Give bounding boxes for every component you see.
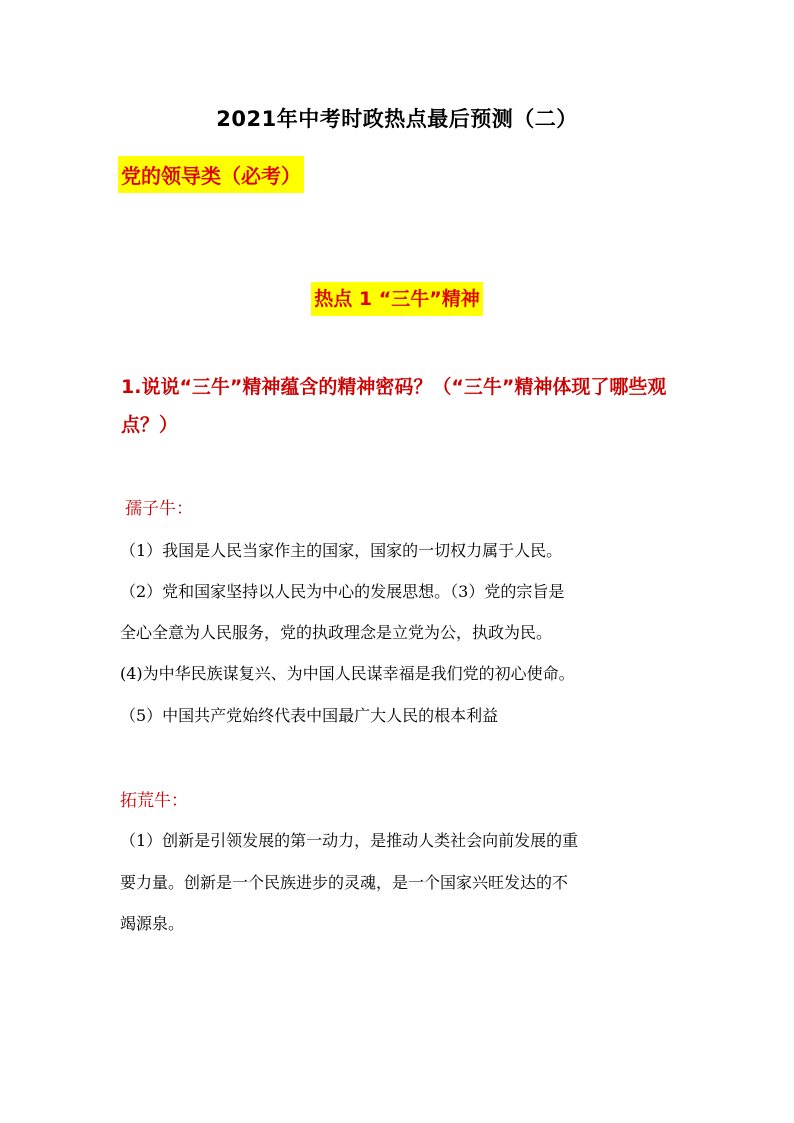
hotspot-heading-wrapper [0,284,794,311]
body-line: （5）中国共产党始终代表中国最广大人民的根本利益 [120,706,499,725]
section-heading-tuohuang-niu: 拓荒牛： [120,791,188,811]
body-line: (4)为中华民族谋复兴、为中国人民谋幸福是我们党的初心使命。 [120,664,575,683]
body-line: 竭源泉。 [120,914,185,933]
body-line: （2）党和国家坚持以人民为中心的发展思想。（3）党的宗旨是 [120,582,565,601]
body-line: 要力量。创新是一个民族进步的灵魂，是一个国家兴旺发达的不 [120,873,569,892]
body-line: （1）我国是人民当家作主的国家，国家的一切权力属于人民。 [120,541,563,560]
category-heading: 党的领导类（必考） [118,156,304,193]
hotspot-heading: 热点 1 “三牛”精神 [311,282,482,316]
body-line: 全心全意为人民服务，党的执政理念是立党为公，执政为民。 [120,623,553,642]
question-heading: 1.说说“三牛”精神蕴含的精神密码？（“三牛”精神体现了哪些观点？） [121,376,667,436]
section-heading-ruzi-niu: 孺子牛： [125,499,193,519]
body-line: （1）创新是引领发展的第一动力，是推动人类社会向前发展的重 [120,831,579,850]
document-title: 2021年中考时政热点最后预测（二） [216,107,578,131]
